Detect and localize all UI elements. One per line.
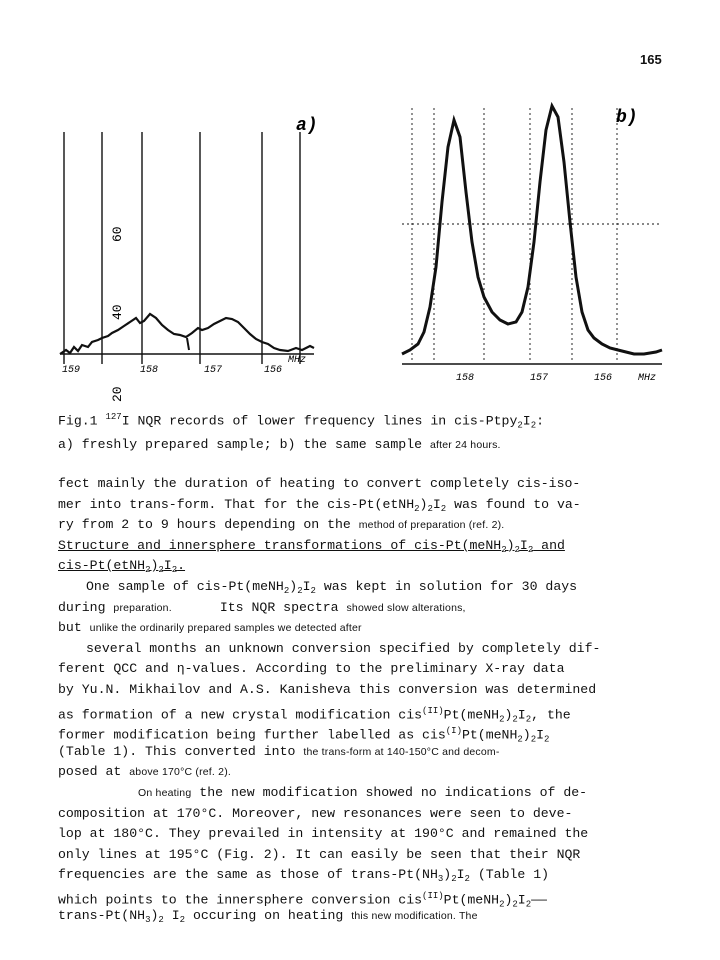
text-line: One sample of cis-$Pt(meNH_2)_2I_2$ was kept in solution for 30 days [86,578,578,596]
caption-line-1: Fig.1 $^{127}$I NQR records of lower frequency lines in cis-$Ptpy_2I_2$: [58,412,545,431]
text-line: as formation of a new crystal modification $cis^{(II)}Pt(meNH_2)_2I_2$, the [58,705,571,724]
text-line: lop at 180°C. They prevailed in intensity at 190°C and remained the [58,826,589,842]
x-tick-156: 156 [264,365,283,376]
text-line: composition at 170°C. Moreover, new resonances were seen to deve- [58,805,573,821]
x-unit-b-mhz: MHz [638,373,657,384]
section-heading-line-2: cis-$Pt(etNH_2)_2I_2$. [58,558,186,576]
y-tick-40: 40 [110,304,125,320]
section-heading-line-1: Structure and innersphere transformations of cis-$Pt(meNH_2)_2I_2$ and [58,537,565,555]
trace-a [60,314,314,354]
figure-svg [52,92,672,402]
trace-b [402,106,662,354]
panel-a [60,116,318,402]
caption-line-2: a) freshly prepared sample; b) the same sample after 24 hours. [58,437,501,453]
text-line: frequencies are the same as those of trans-$Pt(NH_3)_2I_2$ (Table 1) [58,867,550,885]
x-tick-157: 157 [204,365,223,376]
body-text [58,474,688,927]
panel-b-label: b) [616,108,638,128]
text-line: fect mainly the duration of heating to convert completely cis-iso- [58,476,581,491]
y-tick-60: 60 [110,226,125,242]
page-number: 165 [640,52,662,67]
y-tick-20: 20 [110,386,125,402]
x-tick-b-158: 158 [456,373,475,384]
text-line: but unlike the ordinarily prepared samples we detected after [58,620,362,636]
text-line: former modification being further labelled as $cis^{(I)}Pt(meNH_2)_2I_2$ [58,726,550,745]
figure-nqr-records [52,92,672,402]
text-line: several months an unknown conversion specified by completely dif- [86,640,601,656]
text-line: trans-$Pt(NH_3)_2$ $I_2$ occuring on heating this new modification. The [58,908,478,926]
x-tick-158: 158 [140,365,159,376]
text-line: mer into trans-form. That for the cis-$Pt(etNH_2)_2I_2$ was found to va- [58,496,581,514]
text-line: by Yu.N. Mikhailov and A.S. Kanisheva this conversion was determined [58,681,597,697]
x-tick-b-156: 156 [594,373,613,384]
x-tick-b-157: 157 [530,373,549,384]
text-line: (Table 1). This converted into the trans-form at 140-150°C and decom- [58,743,500,759]
text-line: only lines at 195°C (Fig. 2). It can easily be seen that their NQR [58,846,581,862]
text-line: On heating the new modification showed no indications of de- [138,784,588,800]
panel-b [402,106,662,384]
marker-a [187,338,189,350]
text-line: which points to the innersphere conversion $cis^{(II)}Pt(meNH_2)_2I_2——$ [58,890,547,910]
x-unit-mhz: MHz [288,355,307,366]
text-line: posed at above 170°C (ref. 2). [58,764,232,780]
text-line: ry from 2 to 9 hours depending on the method of preparation (ref. 2). [58,517,505,533]
x-tick-159: 159 [62,365,81,376]
figure-caption [58,408,678,455]
text-line: during preparation. Its NQR spectra showed slow alterations, [58,599,466,615]
text-line: ferent QCC and η-values. According to the preliminary X-ray data [58,661,565,677]
panel-a-label: a) [296,116,318,136]
